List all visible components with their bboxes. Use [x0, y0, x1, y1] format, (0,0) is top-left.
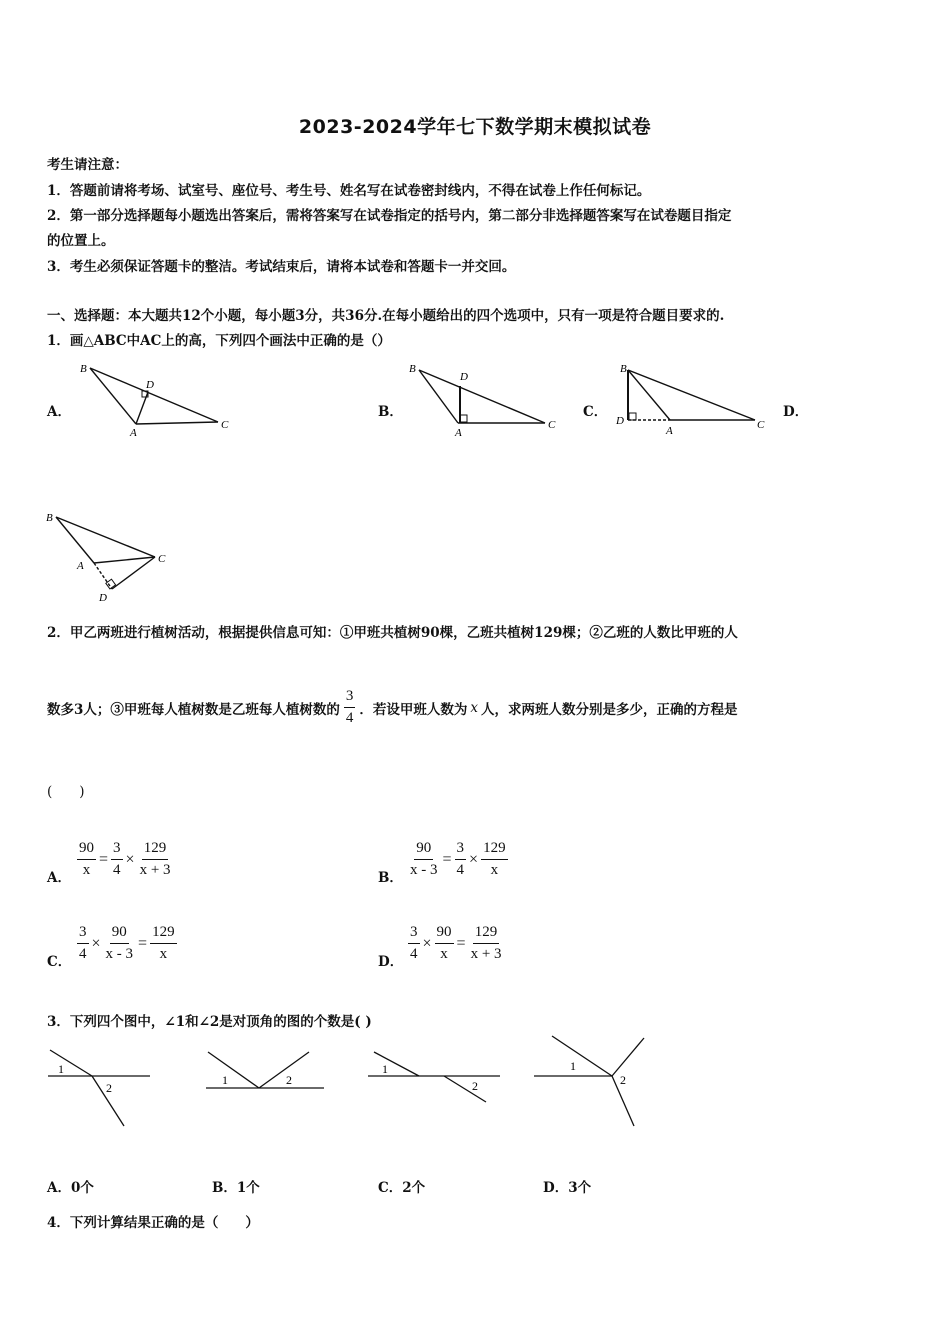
- q2-line2-part1: 数多3人；③甲班每人植树数是乙班每人植树数的: [47, 701, 340, 718]
- eqb-n1: 90: [414, 840, 433, 860]
- q3-figure-2: [204, 1040, 329, 1100]
- q3f4-angle1: 1: [570, 1059, 576, 1073]
- q3f1-angle2: 2: [106, 1081, 112, 1095]
- eqc-n1: 3: [77, 924, 89, 944]
- q2-variable: x: [470, 699, 479, 716]
- q2-line2-part2: ．若设甲班人数为: [359, 701, 468, 718]
- q1b-label-b: B: [409, 363, 416, 375]
- q1c-label-b: B: [620, 363, 627, 375]
- q2-fraction-3-4: [344, 688, 356, 728]
- q3-figure-4: [532, 1032, 657, 1132]
- q2-option-d-label: D．: [378, 954, 404, 970]
- q1b-label-a: A: [455, 427, 462, 438]
- eqb-d2: 4: [456, 862, 465, 879]
- q1-figure-a: [78, 358, 238, 438]
- q3-option-b: B．1个: [212, 1180, 260, 1196]
- q1c-label-c: C: [757, 419, 765, 431]
- eqc-n3: 129: [150, 924, 177, 944]
- q2-equation-d: [407, 924, 505, 964]
- q2-frac-num: 3: [344, 688, 356, 708]
- eqd-op2: =: [456, 934, 466, 952]
- q2-option-a-label: A．: [47, 870, 71, 886]
- eqd-n3: 129: [473, 924, 500, 944]
- q1a-label-b: B: [80, 363, 87, 375]
- question-2-text-line1: 2．甲乙两班进行植树活动，根据提供信息可知：①甲班共植树90棵，乙班共植树129棵；②乙班的人数比甲班的人: [47, 625, 738, 641]
- q2-frac-den: 4: [345, 710, 354, 727]
- q3-option-d: D．3个: [543, 1180, 592, 1196]
- notice-heading: 考生请注意：: [47, 157, 128, 173]
- eqc-d1: 4: [79, 946, 87, 963]
- q3f2-angle1: 1: [222, 1073, 228, 1087]
- q2-option-b-label: B．: [378, 870, 403, 886]
- eqb-op1: =: [442, 850, 452, 868]
- q2-equation-c: [76, 924, 178, 964]
- q1d-label-c: C: [158, 553, 166, 565]
- question-2-text-line2: [47, 688, 738, 728]
- notice-item-3: 3．考生必须保证答题卡的整洁。考试结束后，请将本试卷和答题卡一并交回。: [47, 259, 516, 275]
- page-title: 2023-2024学年七下数学期末模拟试卷: [298, 116, 652, 138]
- notice-item-2: 2．第一部分选择题每小题选出答案后，需将答案写在试卷指定的括号内，第二部分非选择题答案写在试卷题目指定: [47, 208, 732, 224]
- q3-option-c: C．2个: [378, 1180, 426, 1196]
- eqa-n1: 90: [77, 840, 96, 860]
- q3f3-angle1: 1: [382, 1062, 388, 1076]
- notice-item-1: 1．答题前请将考场、试室号、座位号、考生号、姓名写在试卷密封线内，不得在试卷上作任何标记。: [47, 183, 651, 199]
- q3f1-angle1: 1: [58, 1062, 64, 1076]
- q3-option-a: A．0个: [47, 1180, 94, 1196]
- eqc-op1: ×: [91, 934, 101, 952]
- eqa-op1: =: [99, 850, 109, 868]
- eqd-op1: ×: [422, 934, 432, 952]
- q2-answer-paren: ( ): [47, 784, 85, 800]
- eqa-d3: x + 3: [139, 862, 171, 879]
- q1c-label-d: D: [616, 415, 624, 427]
- q1-option-d-label: D．: [783, 404, 809, 420]
- eqa-d1: x: [82, 862, 91, 879]
- q1-figure-d: [42, 505, 182, 605]
- eqd-d1: 4: [410, 946, 418, 963]
- eqb-op2: ×: [469, 850, 479, 868]
- question-3-text: 3．下列四个图中，∠1和∠2是对顶角的图的个数是( ): [47, 1014, 372, 1030]
- eqb-n3: 129: [481, 840, 508, 860]
- q1-figure-c: [612, 358, 772, 438]
- q3-figure-3: [364, 1040, 504, 1110]
- eqd-n2: 90: [435, 924, 454, 944]
- q1a-label-c: C: [221, 419, 229, 431]
- q3f4-angle2: 2: [620, 1073, 626, 1087]
- eqa-n2: 3: [111, 840, 123, 860]
- notice-item-2-cont: 的位置上。: [47, 233, 115, 249]
- q1b-label-d: D: [460, 371, 468, 383]
- eqa-op2: ×: [125, 850, 135, 868]
- q1-figure-b: [405, 358, 565, 438]
- q1d-label-a: A: [77, 560, 84, 572]
- q2-line2-part3: 人，求两班人数分别是多少，正确的方程是: [481, 701, 738, 718]
- q1a-label-d: D: [146, 379, 154, 391]
- q1c-label-a: A: [666, 425, 673, 437]
- eqc-d3: x: [159, 946, 168, 963]
- q3f2-angle2: 2: [286, 1073, 292, 1087]
- eqa-n3: 129: [142, 840, 169, 860]
- q1-option-b-label: B．: [378, 404, 403, 420]
- section-heading: 一、选择题：本大题共12个小题，每小题3分，共36分.在每小题给出的四个选项中，只有一项是符合题目要求的.: [47, 308, 725, 324]
- eqc-op2: =: [138, 934, 148, 952]
- q2-equation-a: [76, 840, 174, 880]
- q1-option-a-label: A．: [47, 404, 71, 420]
- eqd-d3: x + 3: [470, 946, 502, 963]
- q3-figure-1: [44, 1040, 159, 1135]
- q1-option-c-label: C．: [583, 404, 608, 420]
- q1a-label-a: A: [130, 427, 137, 438]
- eqb-d3: x: [490, 862, 499, 879]
- q1d-label-d: D: [99, 592, 107, 604]
- question-1-text: 1．画△ABC中AC上的高，下列四个画法中正确的是（）: [47, 333, 391, 349]
- q1d-label-b: B: [46, 512, 53, 524]
- q3f3-angle2: 2: [472, 1079, 478, 1093]
- eqa-d2: 4: [113, 862, 121, 879]
- eqd-n1: 3: [408, 924, 420, 944]
- eqb-d1: x - 3: [410, 862, 438, 879]
- q1b-label-c: C: [548, 419, 556, 431]
- eqb-n2: 3: [455, 840, 467, 860]
- q2-option-c-label: C．: [47, 954, 72, 970]
- eqc-n2: 90: [110, 924, 129, 944]
- question-4-text: 4．下列计算结果正确的是（ ）: [47, 1215, 259, 1231]
- eqd-d2: x: [440, 946, 448, 963]
- eqc-d2: x - 3: [105, 946, 134, 963]
- q2-equation-b: [407, 840, 509, 880]
